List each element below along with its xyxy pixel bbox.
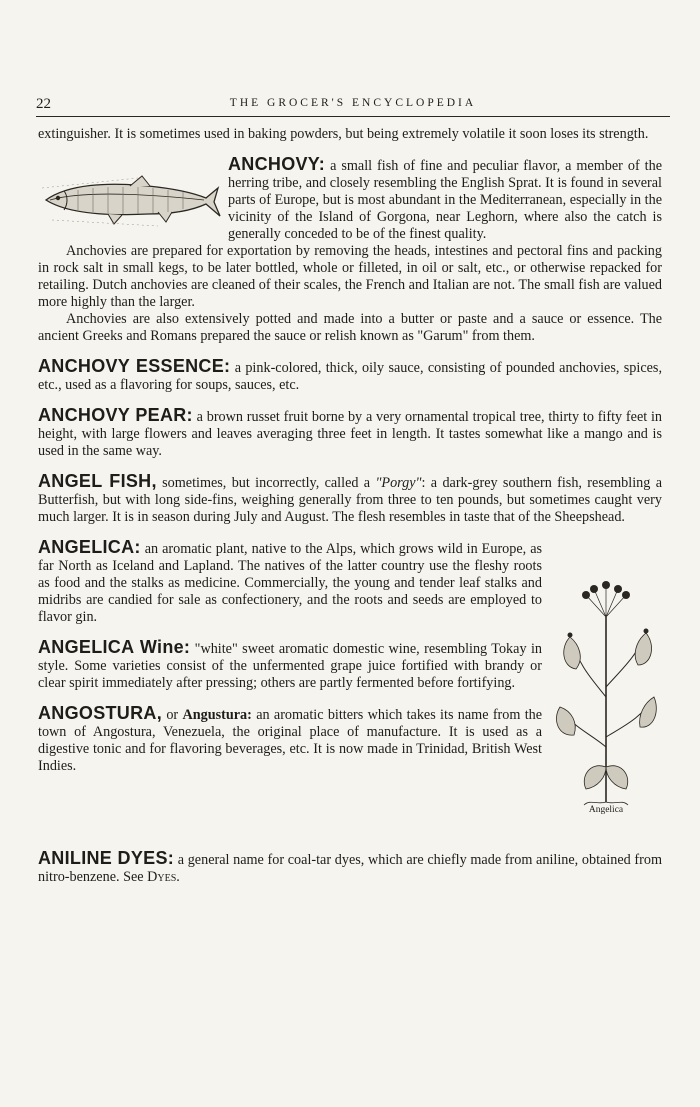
entry-anchovy xyxy=(38,156,662,345)
entry-anchovy-essence xyxy=(38,358,662,394)
anchovy-illustration xyxy=(38,158,222,238)
entry-term: ANILINE DYES: xyxy=(38,848,175,868)
intro-paragraph: extinguisher. It is sometimes used in baking powders, but being extremely volatile it soon loses its strength. xyxy=(38,126,649,142)
entry-term: ANCHOVY: xyxy=(228,154,326,174)
porgy-term: "Porgy" xyxy=(375,475,422,491)
entry-term: ANGELICA Wine: xyxy=(38,637,191,657)
entry-aniline-dyes xyxy=(38,850,662,886)
running-header xyxy=(36,96,670,117)
entry-text: a brown russet fruit borne by a very ornamental tropical tree, thirty to fifty feet in height, with large flowers and leaves averaging three feet in length. It tastes somewhat like a mango and is used in the same way. xyxy=(38,409,663,459)
entry-term: ANGEL FISH, xyxy=(38,471,157,491)
angelica-caption: Angelica xyxy=(588,805,624,815)
entry-term: ANCHOVY PEAR: xyxy=(38,405,193,425)
entry-text-cont: : a dark-grey southern fish, resembling a Butterfish, but with long side-fins, weighing generally from three to ten pounds, but sometimes caught very much larger. It is in season during July and August. The flesh resembles in taste that of the Sheepshead. xyxy=(38,475,662,525)
entry-or: or xyxy=(166,707,179,723)
entry-text: an aromatic bitters which takes its name from the town of Angostura, Venezuela, the original place of manufacture. It is used as a digestive tonic and for flavoring beverages, etc. It is now made in Trinidad, British West Indies. xyxy=(38,707,543,774)
see-reference: Dyes. xyxy=(147,869,180,885)
anchovy-para1 xyxy=(38,156,662,243)
entry-term: ANCHOVY ESSENCE: xyxy=(38,356,231,376)
entry-text: a small fish of fine and peculiar flavor, a member of the herring tribe, and closely resembling the English Sprat. It is found in several parts of Europe, but is most abundant in the Mediterranean, especially in the vicinity of the Island of Gorgona, near Leghorn, where also the catch is generally conceded to be of the finest quality. xyxy=(228,158,662,242)
entry-term-alt: Angustura: xyxy=(182,707,252,723)
entry-text: an aromatic plant, native to the Alps, which grows wild in Europe, as far North as Iceland and Lapland. The natives of the latter country use the fleshy roots as food and the stalks as medicine. Commercially, the young and tender leaf stalks and midribs are candied for sale as confectionery, and the roots and seeds are employed to flavor gin. xyxy=(38,541,543,625)
entry-text: a pink-colored, thick, oily sauce, consisting of pounded anchovies, spices, etc., used as a flavoring for soups, sauces, etc. xyxy=(38,360,662,393)
entry-term: ANGELICA: xyxy=(38,537,141,557)
page-number: 22 xyxy=(36,96,51,112)
running-title: THE GROCER'S ENCYCLOPEDIA xyxy=(229,97,477,109)
page-body xyxy=(38,126,662,886)
entry-anchovy-pear xyxy=(38,407,662,460)
entry-text: a general name for coal-tar dyes, which are chiefly made from aniline, obtained from nitro-benzene. See xyxy=(38,852,662,885)
entry-text: sometimes, but incorrectly, called a xyxy=(162,475,376,491)
angelica-illustration xyxy=(550,577,662,837)
entry-term: ANGOSTURA, xyxy=(38,703,162,723)
entry-angelica xyxy=(38,539,662,837)
anchovy-para2: Anchovies are prepared for exportation by removing the heads, intestines and pectoral fins and packing in rock salt in small kegs, to be later bottled, whole or filleted, in oil or salt, etc., or otherwise repacked for retailing. Dutch anchovies are cleaned of their scales, the French and Italian are not. The small fish are valued more highly than the larger. xyxy=(38,243,662,310)
anchovy-para3: Anchovies are also extensively potted and made into a butter or paste and a sauce or essence. The ancient Greeks and Romans prepared the sauce or relish known as "Garum" from them. xyxy=(38,311,662,344)
entry-text: "white" sweet aromatic domestic wine, resembling Tokay in style. Some varieties consist of the unfermented grape juice fortified with brandy or clear spirit immediately after pressing; others are partly fermented before fortifying. xyxy=(38,641,542,691)
entry-angel-fish xyxy=(38,473,662,526)
